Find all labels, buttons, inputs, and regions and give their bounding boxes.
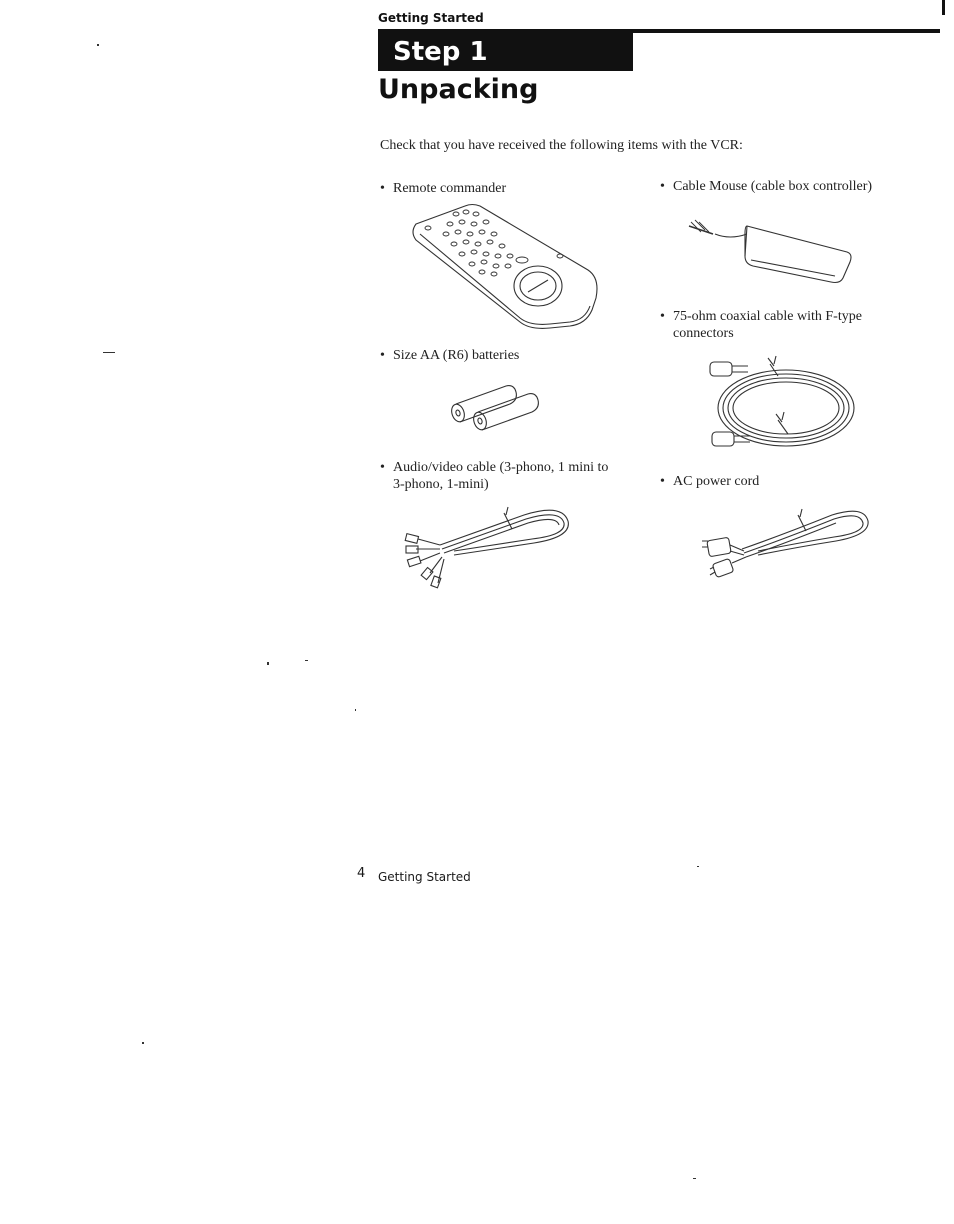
item-label-line1: 75-ohm coaxial cable with F-type — [673, 309, 862, 324]
av-cable-icon — [404, 503, 574, 589]
scan-speck — [97, 44, 99, 46]
power-cord-icon — [702, 505, 872, 585]
batteries-icon — [448, 382, 543, 430]
item-label: Size AA (R6) batteries — [393, 348, 520, 363]
intro-text: Check that you have received the following items with the VCR: — [380, 138, 743, 153]
scan-speck — [267, 662, 269, 665]
item-label-line2: 3-phono, 1-mini) — [393, 477, 489, 492]
list-item: • AC power cord — [660, 474, 760, 489]
scan-speck — [697, 866, 699, 867]
cable-mouse-icon — [685, 212, 855, 290]
scan-speck — [142, 1042, 144, 1044]
list-item: • Audio/video cable (3-phono, 1 mini to 3-phono, 1-mini) — [380, 460, 609, 492]
list-item: • Size AA (R6) batteries — [380, 348, 520, 363]
running-footer: Getting Started — [378, 870, 471, 884]
coaxial-cable-icon — [706, 350, 861, 454]
scan-speck — [355, 709, 356, 711]
item-label: Remote commander — [393, 181, 507, 196]
scan-speck — [103, 352, 115, 353]
scan-speck — [693, 1178, 696, 1179]
list-item: • Cable Mouse (cable box controller) — [660, 179, 873, 194]
item-label: Cable Mouse (cable box controller) — [673, 179, 873, 194]
scan-speck — [305, 660, 308, 661]
item-label-line1: Audio/video cable (3-phono, 1 mini to — [393, 460, 609, 475]
page-number: 4 — [357, 866, 366, 881]
list-item: • 75-ohm coaxial cable with F-type connectors — [660, 309, 862, 341]
item-label-line2: connectors — [673, 326, 734, 341]
page-title: Unpacking — [378, 74, 539, 105]
remote-icon — [410, 200, 600, 332]
list-item: • Remote commander — [380, 181, 507, 196]
margin-mark — [942, 0, 945, 15]
item-label: AC power cord — [673, 474, 760, 489]
running-header: Getting Started — [378, 11, 484, 25]
step-label: Step 1 — [393, 37, 488, 67]
